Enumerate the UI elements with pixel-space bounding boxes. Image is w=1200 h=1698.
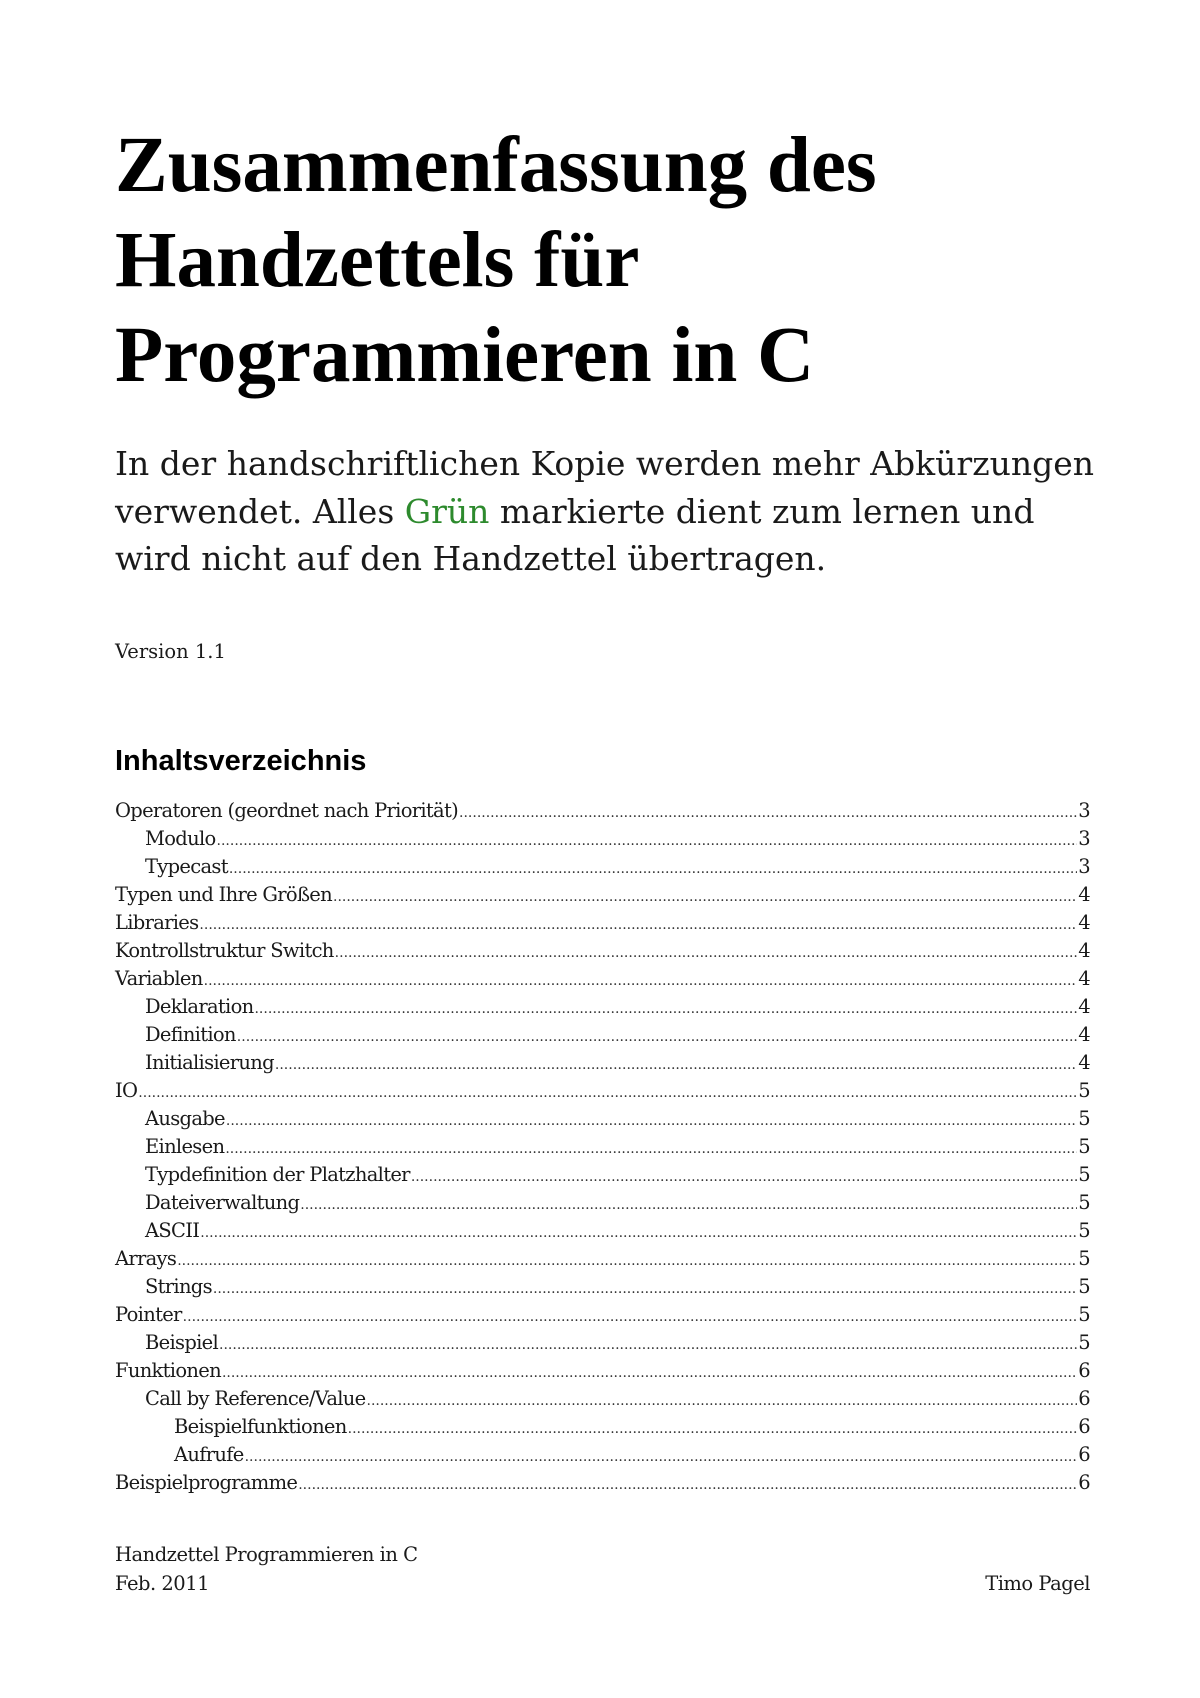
toc-dot-leader (254, 993, 1077, 1023)
toc-entry[interactable] (115, 1077, 1090, 1105)
toc-entry[interactable] (115, 1441, 1090, 1469)
toc-dot-leader (237, 1021, 1077, 1051)
toc-entry-title: Deklaration (145, 995, 254, 1018)
toc-entry[interactable] (115, 853, 1090, 881)
toc-entry-title: Initialisierung (145, 1051, 274, 1074)
toc-entry-page: 5 (1078, 1331, 1090, 1354)
toc-dot-leader (219, 1329, 1077, 1359)
toc-entry-title: Typen und Ihre Größen (115, 883, 332, 906)
toc-entry-page: 4 (1078, 911, 1090, 934)
toc-entry-title: Beispielprogramme (115, 1471, 298, 1494)
toc-entry-title: IO (115, 1079, 138, 1102)
toc-entry-title: Typecast (145, 855, 228, 878)
version-label: Version 1.1 (115, 640, 226, 663)
toc-entry-title: Pointer (115, 1303, 182, 1326)
intro-text-start: In der handschriftlichen Kopie werden mehr Abkürzungen verwendet. Alles (115, 444, 1094, 531)
toc-entry[interactable] (115, 1301, 1090, 1329)
toc-entry-page: 4 (1078, 967, 1090, 990)
toc-entry[interactable] (115, 909, 1090, 937)
toc-entry-title: Definition (145, 1023, 236, 1046)
toc-entry-page: 5 (1078, 1107, 1090, 1130)
toc-entry[interactable] (115, 1273, 1090, 1301)
toc-entry-page: 6 (1078, 1471, 1090, 1494)
footer-date: Feb. 2011 (115, 1571, 210, 1595)
toc-entry-title: Beispielfunktionen (174, 1415, 347, 1438)
toc-entry[interactable] (115, 825, 1090, 853)
toc-dot-leader (245, 1441, 1078, 1471)
toc-dot-leader (226, 1105, 1077, 1135)
toc-dot-leader (204, 965, 1078, 995)
toc-entry-page: 5 (1078, 1219, 1090, 1242)
toc-entry[interactable] (115, 1385, 1090, 1413)
toc-entry[interactable] (115, 937, 1090, 965)
toc-entry-page: 6 (1078, 1387, 1090, 1410)
toc-dot-leader (225, 1133, 1077, 1163)
toc-entry-page: 6 (1078, 1443, 1090, 1466)
toc-entry[interactable] (115, 1049, 1090, 1077)
toc-entry-page: 4 (1078, 1023, 1090, 1046)
toc-entry[interactable] (115, 965, 1090, 993)
toc-dot-leader (459, 797, 1077, 827)
toc-entry-page: 3 (1078, 799, 1090, 822)
toc-entry-title: Aufrufe (174, 1443, 244, 1466)
toc-dot-leader (138, 1077, 1077, 1107)
toc-dot-leader (229, 853, 1077, 883)
toc-entry-page: 4 (1078, 995, 1090, 1018)
title-line-1: Zusammenfassung des (115, 122, 877, 209)
toc-dot-leader (335, 937, 1078, 967)
toc-entry[interactable] (115, 1413, 1090, 1441)
toc-entry-title: ASCII (145, 1219, 200, 1242)
toc-entry[interactable] (115, 1021, 1090, 1049)
toc-entry[interactable] (115, 1469, 1090, 1497)
toc-entry[interactable] (115, 1189, 1090, 1217)
toc-entry-title: Dateiverwaltung (145, 1191, 300, 1214)
title-line-3: Programmieren in C (115, 312, 815, 399)
document-title (115, 118, 1115, 403)
toc-entry[interactable] (115, 1217, 1090, 1245)
toc-entry[interactable] (115, 1245, 1090, 1273)
toc-entry[interactable] (115, 1357, 1090, 1385)
toc-entry-title: Arrays (115, 1247, 177, 1270)
toc-entry[interactable] (115, 797, 1090, 825)
toc-entry[interactable] (115, 881, 1090, 909)
toc-dot-leader (411, 1161, 1077, 1191)
toc-dot-leader (183, 1301, 1078, 1331)
intro-paragraph (115, 440, 1115, 583)
toc-dot-leader (199, 909, 1077, 939)
toc-entry-title: Einlesen (145, 1135, 225, 1158)
toc-entry-page: 3 (1078, 827, 1090, 850)
toc-dot-leader (367, 1385, 1078, 1415)
intro-text-end: markierte dient zum lernen und wird nicht auf den Handzettel übertragen. (115, 491, 1035, 578)
toc-entry-page: 4 (1078, 883, 1090, 906)
toc-entry-page: 5 (1078, 1079, 1090, 1102)
toc-entry-title: Modulo (145, 827, 216, 850)
toc-dot-leader (300, 1189, 1077, 1219)
footer-doc-title: Handzettel Programmieren in C (115, 1543, 418, 1566)
toc-dot-leader (222, 1357, 1077, 1387)
toc-dot-leader (217, 825, 1078, 855)
toc-entry-page: 4 (1078, 939, 1090, 962)
toc-entry-page: 5 (1078, 1247, 1090, 1270)
toc-dot-leader (333, 881, 1077, 911)
toc-dot-leader (348, 1413, 1078, 1443)
toc-entry-title: Variablen (115, 967, 203, 990)
toc-entry-page: 5 (1078, 1163, 1090, 1186)
toc-entry-page: 5 (1078, 1191, 1090, 1214)
toc-entry-page: 5 (1078, 1303, 1090, 1326)
toc-entry-title: Beispiel (145, 1331, 219, 1354)
toc-entry[interactable] (115, 1105, 1090, 1133)
toc-entry-title: Funktionen (115, 1359, 221, 1382)
toc-entry-page: 5 (1078, 1275, 1090, 1298)
toc-entry-title: Operatoren (geordnet nach Priorität) (115, 799, 459, 822)
toc-entry-title: Libraries (115, 911, 199, 934)
toc-entry-page: 4 (1078, 1051, 1090, 1074)
toc-entry-title: Kontrollstruktur Switch (115, 939, 334, 962)
toc-dot-leader (177, 1245, 1077, 1275)
toc-heading: Inhaltsverzeichnis (115, 745, 367, 777)
toc-dot-leader (298, 1469, 1077, 1499)
toc-entry[interactable] (115, 1161, 1090, 1189)
toc-entry[interactable] (115, 1329, 1090, 1357)
toc-entry-page: 5 (1078, 1135, 1090, 1158)
footer-author: Timo Pagel (985, 1572, 1090, 1595)
toc-entry[interactable] (115, 993, 1090, 1021)
toc-entry-page: 3 (1078, 855, 1090, 878)
toc-entry-title: Call by Reference/Value (145, 1387, 366, 1410)
toc-entry-title: Ausgabe (145, 1107, 225, 1130)
table-of-contents (115, 797, 1090, 1497)
toc-dot-leader (275, 1049, 1077, 1079)
footer-left (115, 1541, 418, 1598)
toc-entry-page: 6 (1078, 1359, 1090, 1382)
title-line-2: Handzettels für (115, 217, 640, 304)
toc-entry-page: 6 (1078, 1415, 1090, 1438)
intro-green-word: Grün (404, 491, 490, 531)
toc-dot-leader (213, 1273, 1077, 1303)
toc-dot-leader (200, 1217, 1077, 1247)
toc-entry-title: Typdefinition der Platzhalter (145, 1163, 410, 1186)
toc-entry-title: Strings (145, 1275, 212, 1298)
toc-entry[interactable] (115, 1133, 1090, 1161)
